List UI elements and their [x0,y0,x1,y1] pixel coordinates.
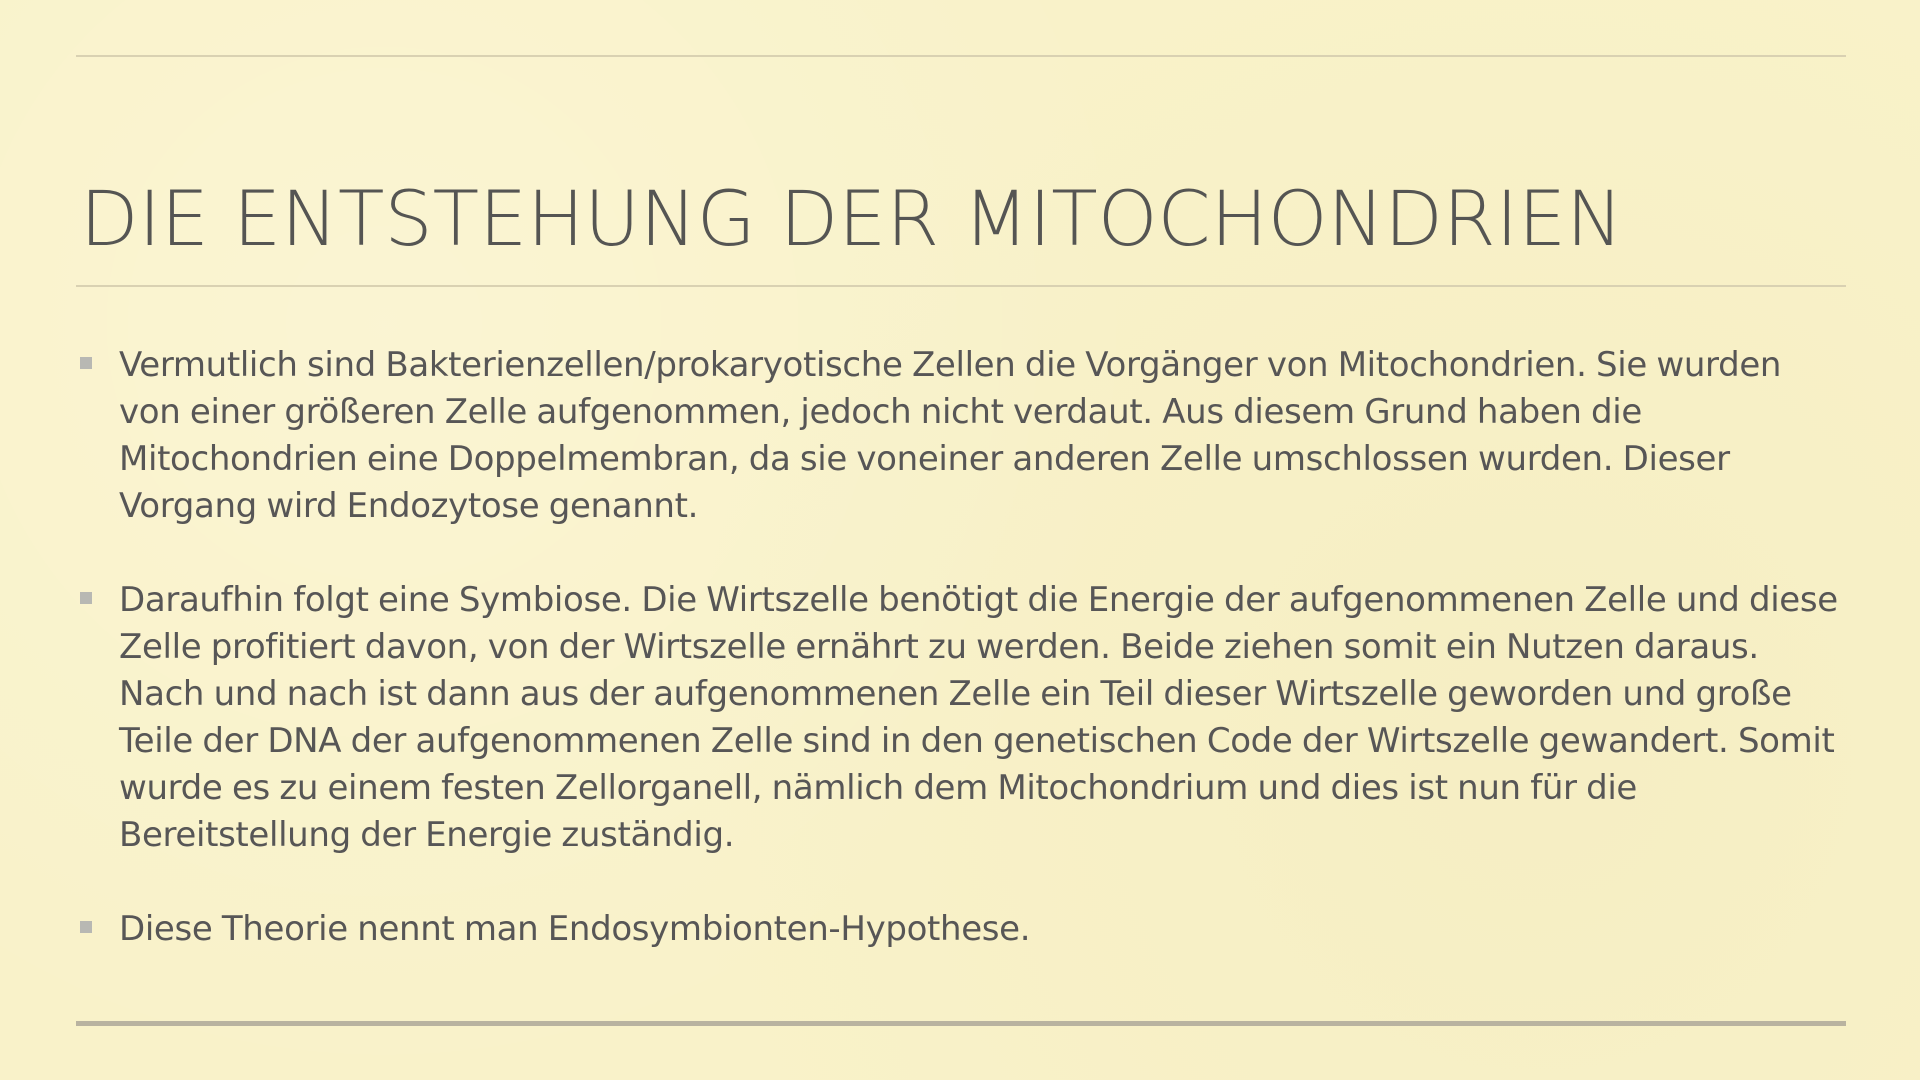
bullet-text-1: Vermutlich sind Bakterienzellen/prokaryotische Zellen die Vorgänger von Mitochondrien. Sie wurden von einer größeren Zelle aufgenommen, jedoch nicht verdaut. Aus diesem Grund haben die Mitochondrien eine Doppelmembran, da sie voneiner anderen Zelle umschlossen wurden. Dieser Vorgang wird Endozytose genannt. [119,345,1782,526]
bullet-text-3: Diese Theorie nennt man Endosymbionten-Hypothese. [119,909,1031,949]
slide-title: DIE ENTSTEHUNG DER MITOCHONDRIEN [80,173,1624,263]
bottom-divider [76,1021,1846,1026]
square-bullet-icon [80,592,92,604]
square-bullet-icon [80,921,92,933]
bullet-item-3 [80,906,1850,953]
bullet-item-2 [80,577,1850,859]
bullet-item-1 [80,342,1850,530]
top-divider [76,55,1846,57]
bullet-list [80,342,1850,953]
square-bullet-icon [80,357,92,369]
bullet-text-2: Daraufhin folgt eine Symbiose. Die Wirtszelle benötigt die Energie der aufgenommenen Zelle und diese Zelle profitiert davon, von der Wirtszelle ernährt zu werden. Beide ziehen somit ein Nutzen daraus. Nach und nach ist dann aus der aufgenommenen Zelle ein Teil dieser Wirtszelle geworden und große Teile der DNA der aufgenommenen Zelle sind in den genetischen Code der Wirtszelle gewandert. Somit wurde es zu einem festen Zellorganell, nämlich dem Mitochondrium und dies ist nun für die Bereitstellung der Energie zuständig. [119,580,1838,855]
title-divider [76,285,1846,287]
